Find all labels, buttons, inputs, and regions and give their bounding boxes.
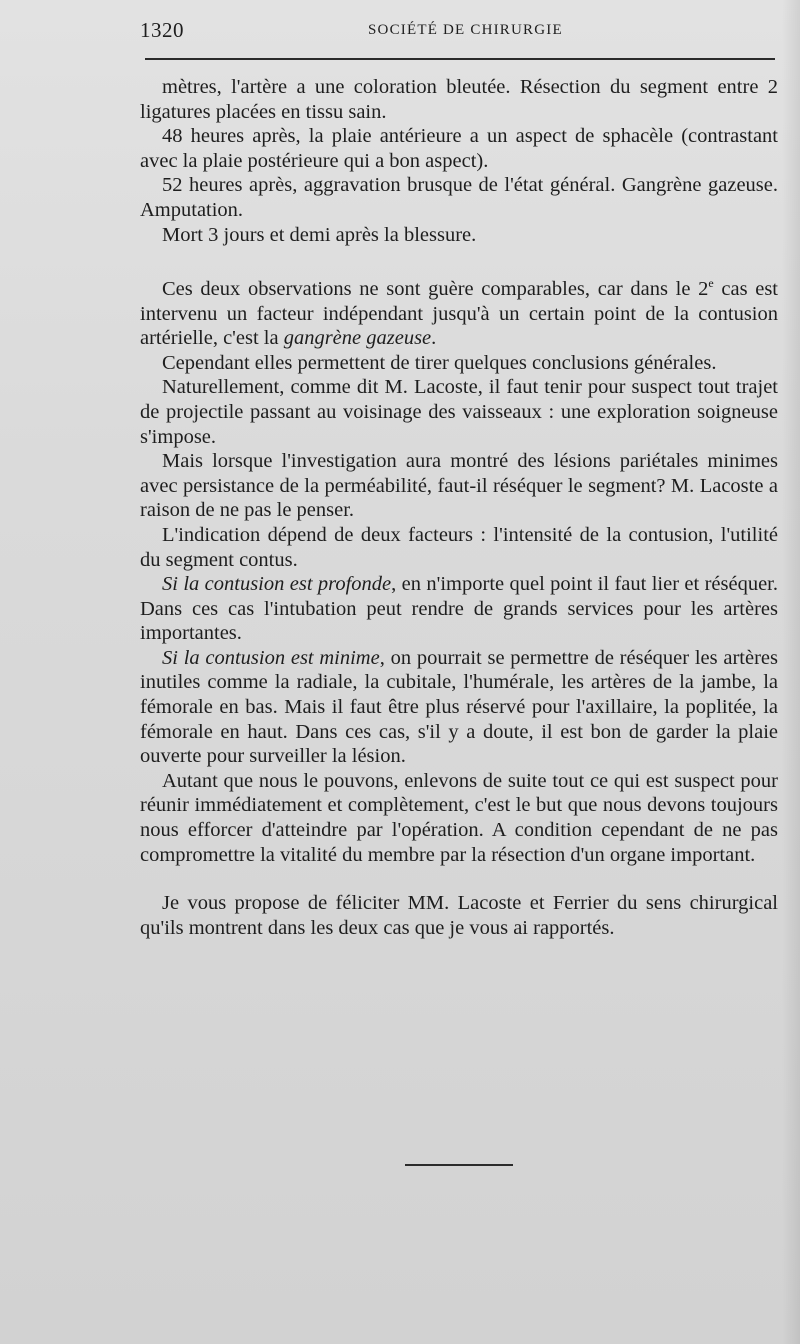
paragraph-text: mètres, l'artère a une coloration bleutée. Résection du segment entre 2 ligatures placées en tissu sain. [140, 76, 778, 123]
paragraph [140, 124, 778, 173]
paragraph [140, 173, 778, 222]
paragraph [140, 646, 778, 769]
paragraph [140, 449, 778, 523]
paragraph [140, 75, 778, 124]
end-rule [405, 1164, 513, 1166]
paragraph-text: Naturellement, comme dit M. Lacoste, il faut tenir pour suspect tout trajet de projectile passant au voisinage des vaisseaux : une exploration soigneuse s'impose. [140, 376, 778, 448]
paragraph-text: Mort 3 jours et demi après la blessure. [162, 223, 477, 246]
paragraph [140, 891, 778, 940]
ordinal-superscript: e [708, 276, 714, 291]
paragraph [140, 223, 778, 248]
paragraph-text: , en n'importe quel point il faut lier et réséquer. Dans ces cas l'intubation peut rendre de grands services pour les artères importantes. [140, 573, 778, 645]
paragraph [140, 572, 778, 646]
paragraph-text: , on pourrait se permettre de réséquer les artères inutiles comme la radiale, la cubitale, l'humérale, les artères de la jambe, la fémorale en bas. Mais il faut être plus réservé pour l'axillaire, la poplitée, la fémorale en haut. Dans ces cas, s'il y a doute, il est bon de garder la plaie ouverte pour surveiller la lésion. [140, 646, 778, 768]
paragraph [140, 769, 778, 867]
paragraph-text: cas est intervenu un facteur indépendant jusqu'à un certain point de la contusion artérielle, c'est la [140, 277, 778, 350]
paragraph-text: L'indication dépend de deux facteurs : l'intensité de la contusion, l'utilité du segment contus. [140, 523, 778, 571]
emphasis-text: Si la contusion est minime [162, 646, 380, 669]
emphasis-text: gangrène gazeuse [283, 327, 432, 350]
paragraph-text: Mais lorsque l'investigation aura montré des lésions pariétales minimes avec persistance de la perméabilité, faut-il réséquer le segment? M. Lacoste a raison de ne pas le penser. [140, 450, 778, 522]
page-number: 1320 [140, 18, 184, 42]
paragraph-text: Je vous propose de féliciter MM. Lacoste et Ferrier du sens chirurgical qu'ils montrent dans les deux cas que je vous ai rapportés. [140, 892, 778, 939]
page-header [140, 16, 776, 46]
paragraph [140, 523, 778, 572]
paragraph-text: . [431, 327, 437, 350]
emphasis-text: Si la contusion est profonde [162, 573, 392, 596]
paragraph [140, 351, 778, 376]
paragraph-text: 48 heures après, la plaie antérieure a un aspect de sphacèle (contrastant avec la plaie postérieure qui a bon aspect). [140, 125, 778, 172]
header-rule [145, 58, 775, 60]
paragraph-text: Cependant elles permettent de tirer quelques conclusions générales. [162, 351, 717, 374]
body-text [140, 75, 778, 940]
paragraph-text: Ces deux observations ne sont guère comparables, car dans le 2 [162, 277, 709, 300]
paragraph-text: Autant que nous le pouvons, enlevons de suite tout ce qui est suspect pour réunir immédiatement et complètement, c'est le but que nous devons toujours nous efforcer d'atteindre par l'opération. A condition cependant de ne pas compromettre la vitalité du membre par la résection d'un organe important. [140, 769, 778, 866]
running-head: SOCIÉTÉ DE CHIRURGIE [368, 22, 563, 38]
paragraph [140, 375, 778, 449]
paragraph [140, 271, 778, 351]
paragraph-text: 52 heures après, aggravation brusque de l'état général. Gangrène gazeuse. Amputation. [140, 174, 778, 221]
